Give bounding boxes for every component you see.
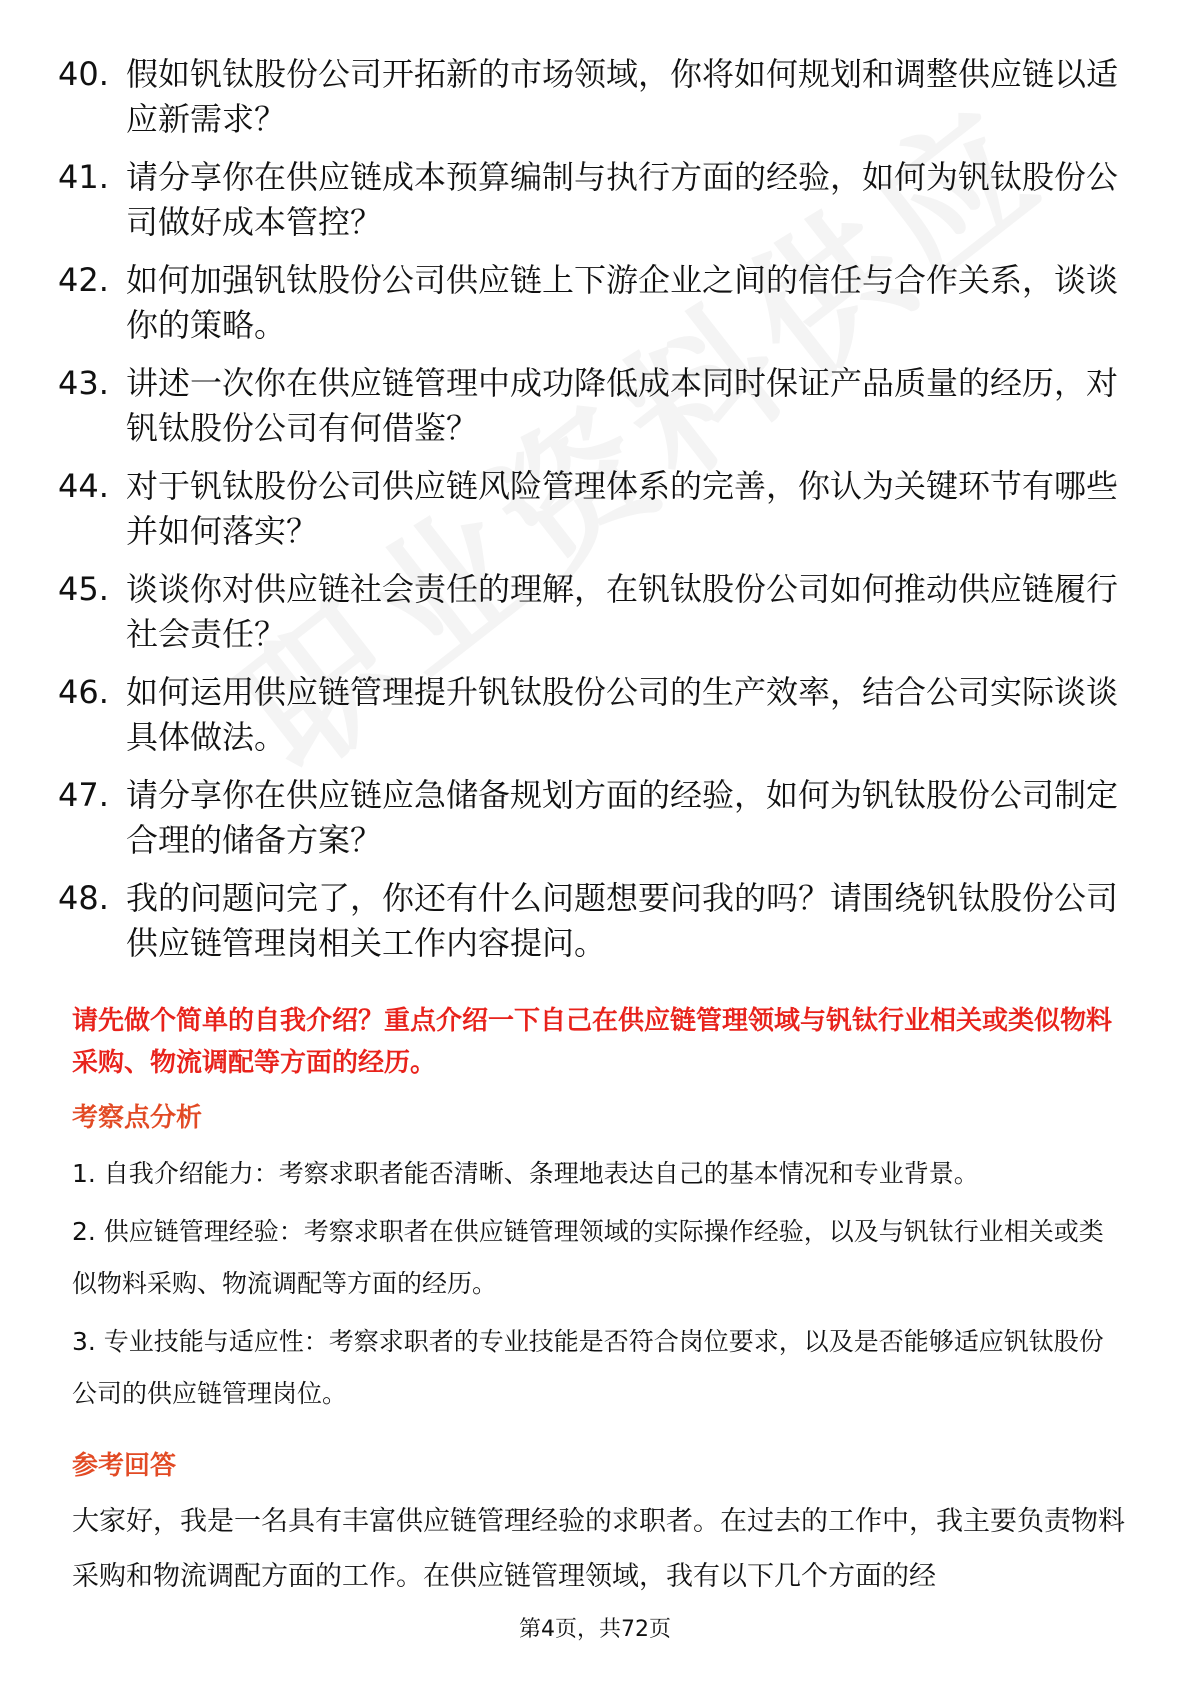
question-text: 对于钒钛股份公司供应链风险管理体系的完善，你认为关键环节有哪些并如何落实？	[126, 467, 1119, 550]
question-item	[58, 567, 1138, 657]
question-number: 42.	[58, 261, 109, 299]
question-text: 请分享你在供应链应急储备规划方面的经验，如何为钒钛股份公司制定合理的储备方案？	[126, 776, 1119, 859]
question-number: 45.	[58, 570, 109, 608]
page-footer: 第4页，共72页	[519, 1617, 671, 1642]
question-item	[58, 773, 1138, 863]
answer-heading: 参考回答	[72, 1451, 177, 1481]
featured-question: 请先做个简单的自我介绍？重点介绍一下自己在供应链管理领域与钒钛行业相关或类似物料采购、物流调配等方面的经历。	[72, 1006, 1113, 1078]
question-text: 我的问题问完了，你还有什么问题想要问我的吗？请围绕钒钛股份公司供应链管理岗相关工作内容提问。	[126, 879, 1119, 962]
answer-body	[72, 1494, 1127, 1610]
question-list	[58, 52, 1138, 979]
question-number: 43.	[58, 364, 109, 402]
analysis-point: 3. 专业技能与适应性：考察求职者的专业技能是否符合岗位要求，以及是否能够适应钒钛股份公司的供应链管理岗位。	[72, 1327, 1104, 1408]
question-number: 41.	[58, 158, 109, 196]
question-text: 请分享你在供应链成本预算编制与执行方面的经验，如何为钒钛股份公司做好成本管控？	[126, 158, 1119, 241]
question-item	[58, 876, 1138, 966]
question-item	[58, 670, 1138, 760]
analysis-point: 1. 自我介绍能力：考察求职者能否清晰、条理地表达自己的基本情况和专业背景。	[72, 1159, 979, 1188]
analysis-point: 2. 供应链管理经验：考察求职者在供应链管理领域的实际操作经验，以及与钒钛行业相关或类似物料采购、物流调配等方面的经历。	[72, 1217, 1104, 1298]
analysis-points	[72, 1148, 1127, 1426]
analysis-heading: 考察点分析	[72, 1103, 203, 1133]
question-text: 假如钒钛股份公司开拓新的市场领域，你将如何规划和调整供应链以适应新需求？	[126, 55, 1119, 138]
question-text: 如何运用供应链管理提升钒钛股份公司的生产效率，结合公司实际谈谈具体做法。	[126, 673, 1119, 756]
question-number: 48.	[58, 879, 109, 917]
question-item	[58, 52, 1138, 142]
question-number: 44.	[58, 467, 109, 505]
answer-text: 大家好，我是一名具有丰富供应链管理经验的求职者。在过去的工作中，我主要负责物料采购和物流调配方面的工作。在供应链管理领域，我有以下几个方面的经	[72, 1506, 1125, 1592]
question-number: 47.	[58, 776, 109, 814]
question-item	[58, 361, 1138, 451]
question-item	[58, 464, 1138, 554]
question-text: 如何加强钒钛股份公司供应链上下游企业之间的信任与合作关系，谈谈你的策略。	[126, 261, 1119, 344]
question-text: 谈谈你对供应链社会责任的理解，在钒钛股份公司如何推动供应链履行社会责任？	[126, 570, 1119, 653]
question-number: 40.	[58, 55, 109, 93]
question-number: 46.	[58, 673, 109, 711]
question-text: 讲述一次你在供应链管理中成功降低成本同时保证产品质量的经历，对钒钛股份公司有何借鉴？	[126, 364, 1119, 447]
question-item	[58, 258, 1138, 348]
question-item	[58, 155, 1138, 245]
